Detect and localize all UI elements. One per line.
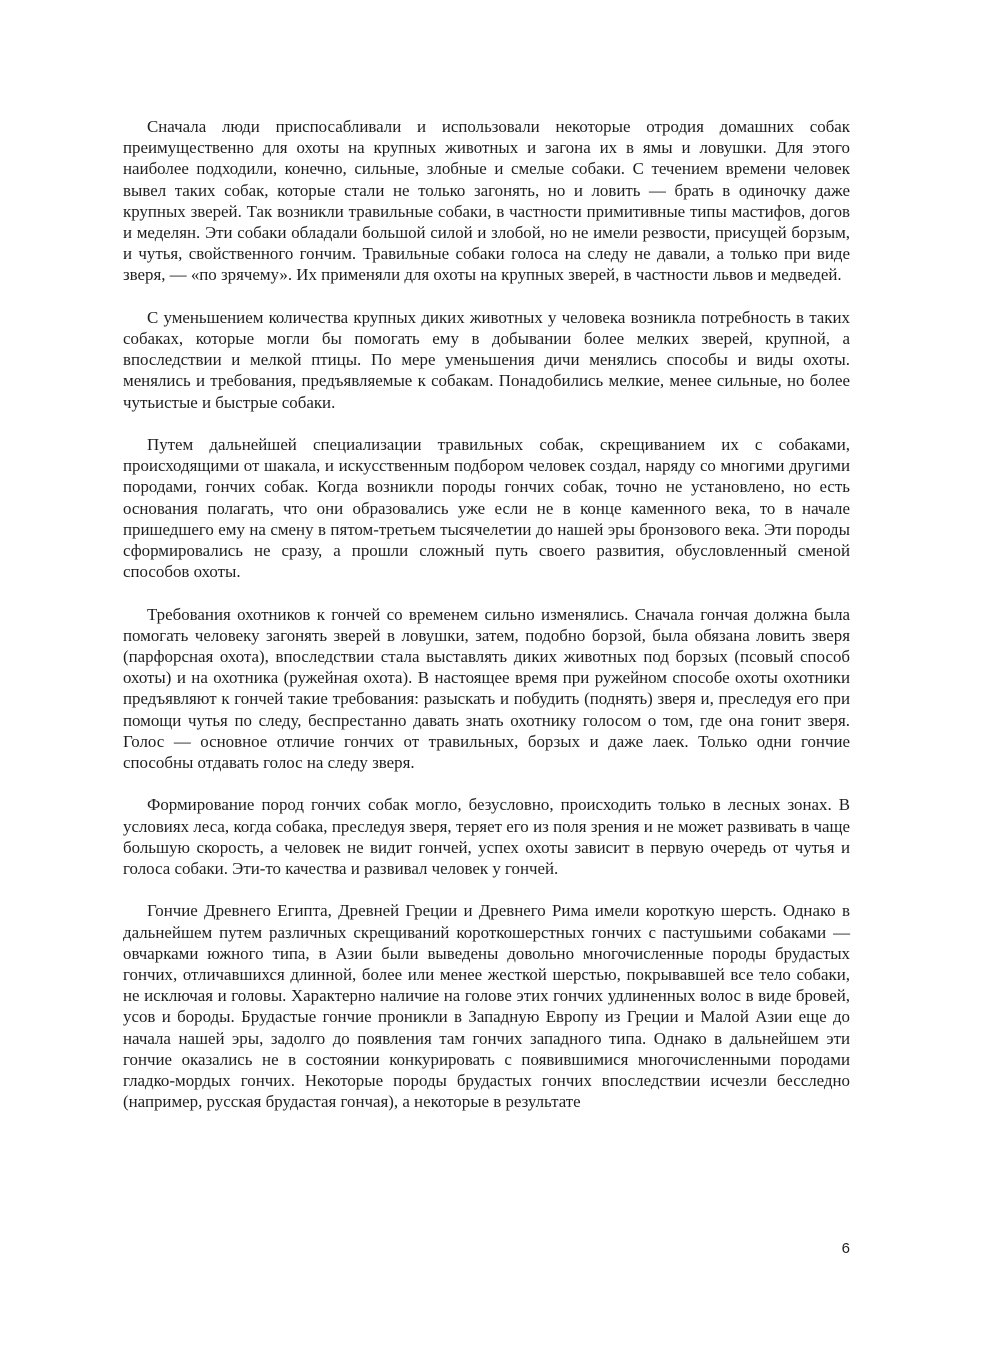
paragraph-3: Путем дальнейшей специализации травильных собак, скрещиванием их с собаками, происходящими от шакала, и искусственным подбором человек создал, наряду со многими другими породами, гончих собак. Когда возникли породы гончих собак, точно не установлено, но есть основания полагать, что они образовались уже если не в конце каменного века, то в начале пришедшего ему на смену в пятом-третьем тысячелетии до нашей эры бронзового века. Эти породы сформировались не сразу, а прошли сложный путь своего развития, обусловленный сменой способов охоты.	[123, 435, 850, 582]
paragraph-5: Формирование пород гончих собак могло, безусловно, происходить только в лесных зонах. В условиях леса, когда собака, преследуя зверя, теряет его из поля зрения и не может развивать в чаще большую скорость, а человек не видит гончей, успех охоты зависит в первую очередь от чутья и голоса собаки. Эти-то качества и развивал человек у гончей.	[123, 795, 850, 879]
page-number: 6	[841, 1240, 850, 1257]
paragraph-6: Гончие Древнего Египта, Древней Греции и Древнего Рима имели короткую шерсть. Однако в дальнейшем путем различных скрещиваний короткошерстных гончих с пастушьими собаками — овчарками южного типа, в Азии были выведены довольно многочисленные породы брудастых гончих, отличавшихся длинной, более или менее жесткой шерстью, покрывавшей все тело собаки, не исключая и головы. Характерно наличие на голове этих гончих удлиненных волос в виде бровей, усов и бороды. Брудастые гончие проникли в Западную Европу из Греции и Малой Азии еще до начала нашей эры, задолго до появления там гончих западного типа. Однако в дальнейшем эти гончие оказались не в состоянии конкурировать с появившимися многочисленными породами гладко-мордых гончих. Некоторые породы брудастых гончих впоследствии исчезли бесследно (например, русская брудастая гончая), а некоторые в результате	[123, 901, 850, 1112]
paragraph-4: Требования охотников к гончей со временем сильно изменялись. Сначала гончая должна была помогать человеку загонять зверей в ловушки, затем, подобно борзой, была обязана ловить зверя (парфорсная охота), впоследствии стала выставлять диких животных под борзых (псовый способ охоты) и на охотника (ружейная охота). В настоящее время при ружейном способе охоты охотники предъявляют к гончей такие требования: разыскать и побудить (поднять) зверя и, преследуя его при помощи чутья по следу, беспрестанно давать знать охотнику голосом о том, где она гонит зверя. Голос — основное отличие гончих от травильных, борзых и даже лаек. Только одни гончие способны отдавать голос на следу зверя.	[123, 604, 850, 773]
body-text	[123, 116, 850, 1134]
paragraph-2: С уменьшением количества крупных диких животных у человека возникла потребность в таких собаках, которые могли бы помогать ему в добывании более мелких зверей, крупной, а впоследствии и мелкой птицы. По мере уменьшения дичи менялись способы и виды охоты. менялись и требования, предъявляемые к собакам. Понадобились мелкие, менее сильные, но более чутьистые и быстрые собаки.	[123, 307, 850, 412]
paragraph-1: Сначала люди приспосабливали и использовали некоторые отродия домашних собак преимущественно для охоты на крупных животных и загона их в ямы и ловушки. Для этого наиболее подходили, конечно, сильные, злобные и смелые собаки. С течением времени человек вывел таких собак, которые стали не только загонять, но и ловить — брать в одиночку даже крупных зверей. Так возникли травильные собаки, в частности примитивные типы мастифов, догов и меделян. Эти собаки обладали большой силой и злобой, но не имели резвости, присущей борзым, и чутья, свойственного гончим. Травильные собаки голоса на следу не давали, а только при виде зверя, — «по зрячему». Их применяли для охоты на крупных зверей, в частности львов и медведей.	[123, 117, 850, 285]
